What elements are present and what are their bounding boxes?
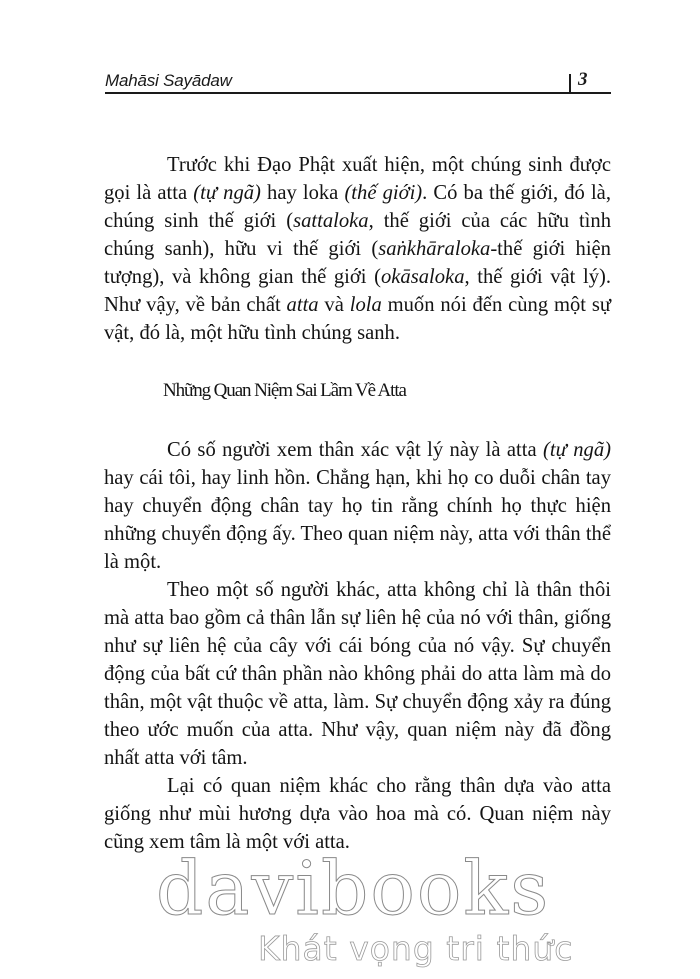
text-run: Có số người xem thân xác vật lý này là atta xyxy=(167,439,544,461)
running-head xyxy=(105,66,611,94)
paragraph xyxy=(104,772,611,856)
text-run: -thế giới hiện tượng), và không gian thế giới ( xyxy=(104,238,611,288)
text-run: muốn nói đến cùng một sự vật, đó là, một hữu tình chúng sanh. xyxy=(104,294,612,344)
text-run: , thế giới vật lý). Như vậy, về bản chất xyxy=(104,266,612,316)
italic-run: (tự ngã) xyxy=(193,182,261,204)
running-head-author: Mahāsi Sayādaw xyxy=(105,71,232,90)
italic-run: sattaloka xyxy=(293,210,369,232)
text-run: , thế giới của các hữu tình chúng sanh), hữu vi thế giới ( xyxy=(104,210,612,260)
italic-run: lola xyxy=(349,294,382,316)
section-heading: Những Quan Niệm Sai Lầm Về Atta xyxy=(163,380,406,401)
watermark-slogan: Khát vọng tri thức xyxy=(258,929,574,968)
watermark-brand: davibooks xyxy=(156,846,551,932)
text-run: . Có ba thế giới, đó là, chúng sinh thế giới ( xyxy=(104,182,611,232)
text-run: hay cái tôi, hay linh hồn. Chẳng hạn, khi họ co duỗi chân tay hay chuyển động chân tay họ tin rằng chính họ thực hiện những chuyển động ấy. Theo quan niệm này, atta với thân thể là một. xyxy=(104,467,611,573)
section-intro xyxy=(104,151,611,347)
paragraph xyxy=(104,151,611,347)
italic-run: (thế giới) xyxy=(344,182,423,204)
text-run: Trước khi Đạo Phật xuất hiện, một chúng sinh được gọi là atta xyxy=(104,154,611,204)
running-head-separator xyxy=(569,74,571,94)
paragraph xyxy=(104,436,611,576)
paragraph xyxy=(104,576,611,772)
text-run: và xyxy=(318,294,350,316)
text-run: Lại có quan niệm khác cho rằng thân dựa vào atta giống như mùi hương dựa vào hoa mà có. Quan niệm này cũng xem tâm là một với atta. xyxy=(104,775,611,853)
italic-run: okāsaloka xyxy=(380,266,465,288)
italic-run: saṅkhāraloka xyxy=(378,238,491,260)
italic-run: (tự ngã) xyxy=(543,439,611,461)
text-run: hay loka xyxy=(260,182,345,204)
page-number: 3 xyxy=(578,69,588,90)
text-run: Theo một số người khác, atta không chỉ là thân thôi mà atta bao gồm cả thân lẫn sự liên hệ của nó với thân, giống như sự liên hệ của cây với cái bóng của nó vậy. Sự chuyển động của bất cứ thân phần nào không phải do atta làm mà do thân, một vật thuộc về atta, làm. Sự chuyển động xảy ra đúng theo ước muốn của atta. Như vậy, quan niệm này đã đồng nhất atta với tâm. xyxy=(104,579,611,769)
section-misconceptions xyxy=(104,436,611,856)
italic-run: atta xyxy=(286,294,319,316)
